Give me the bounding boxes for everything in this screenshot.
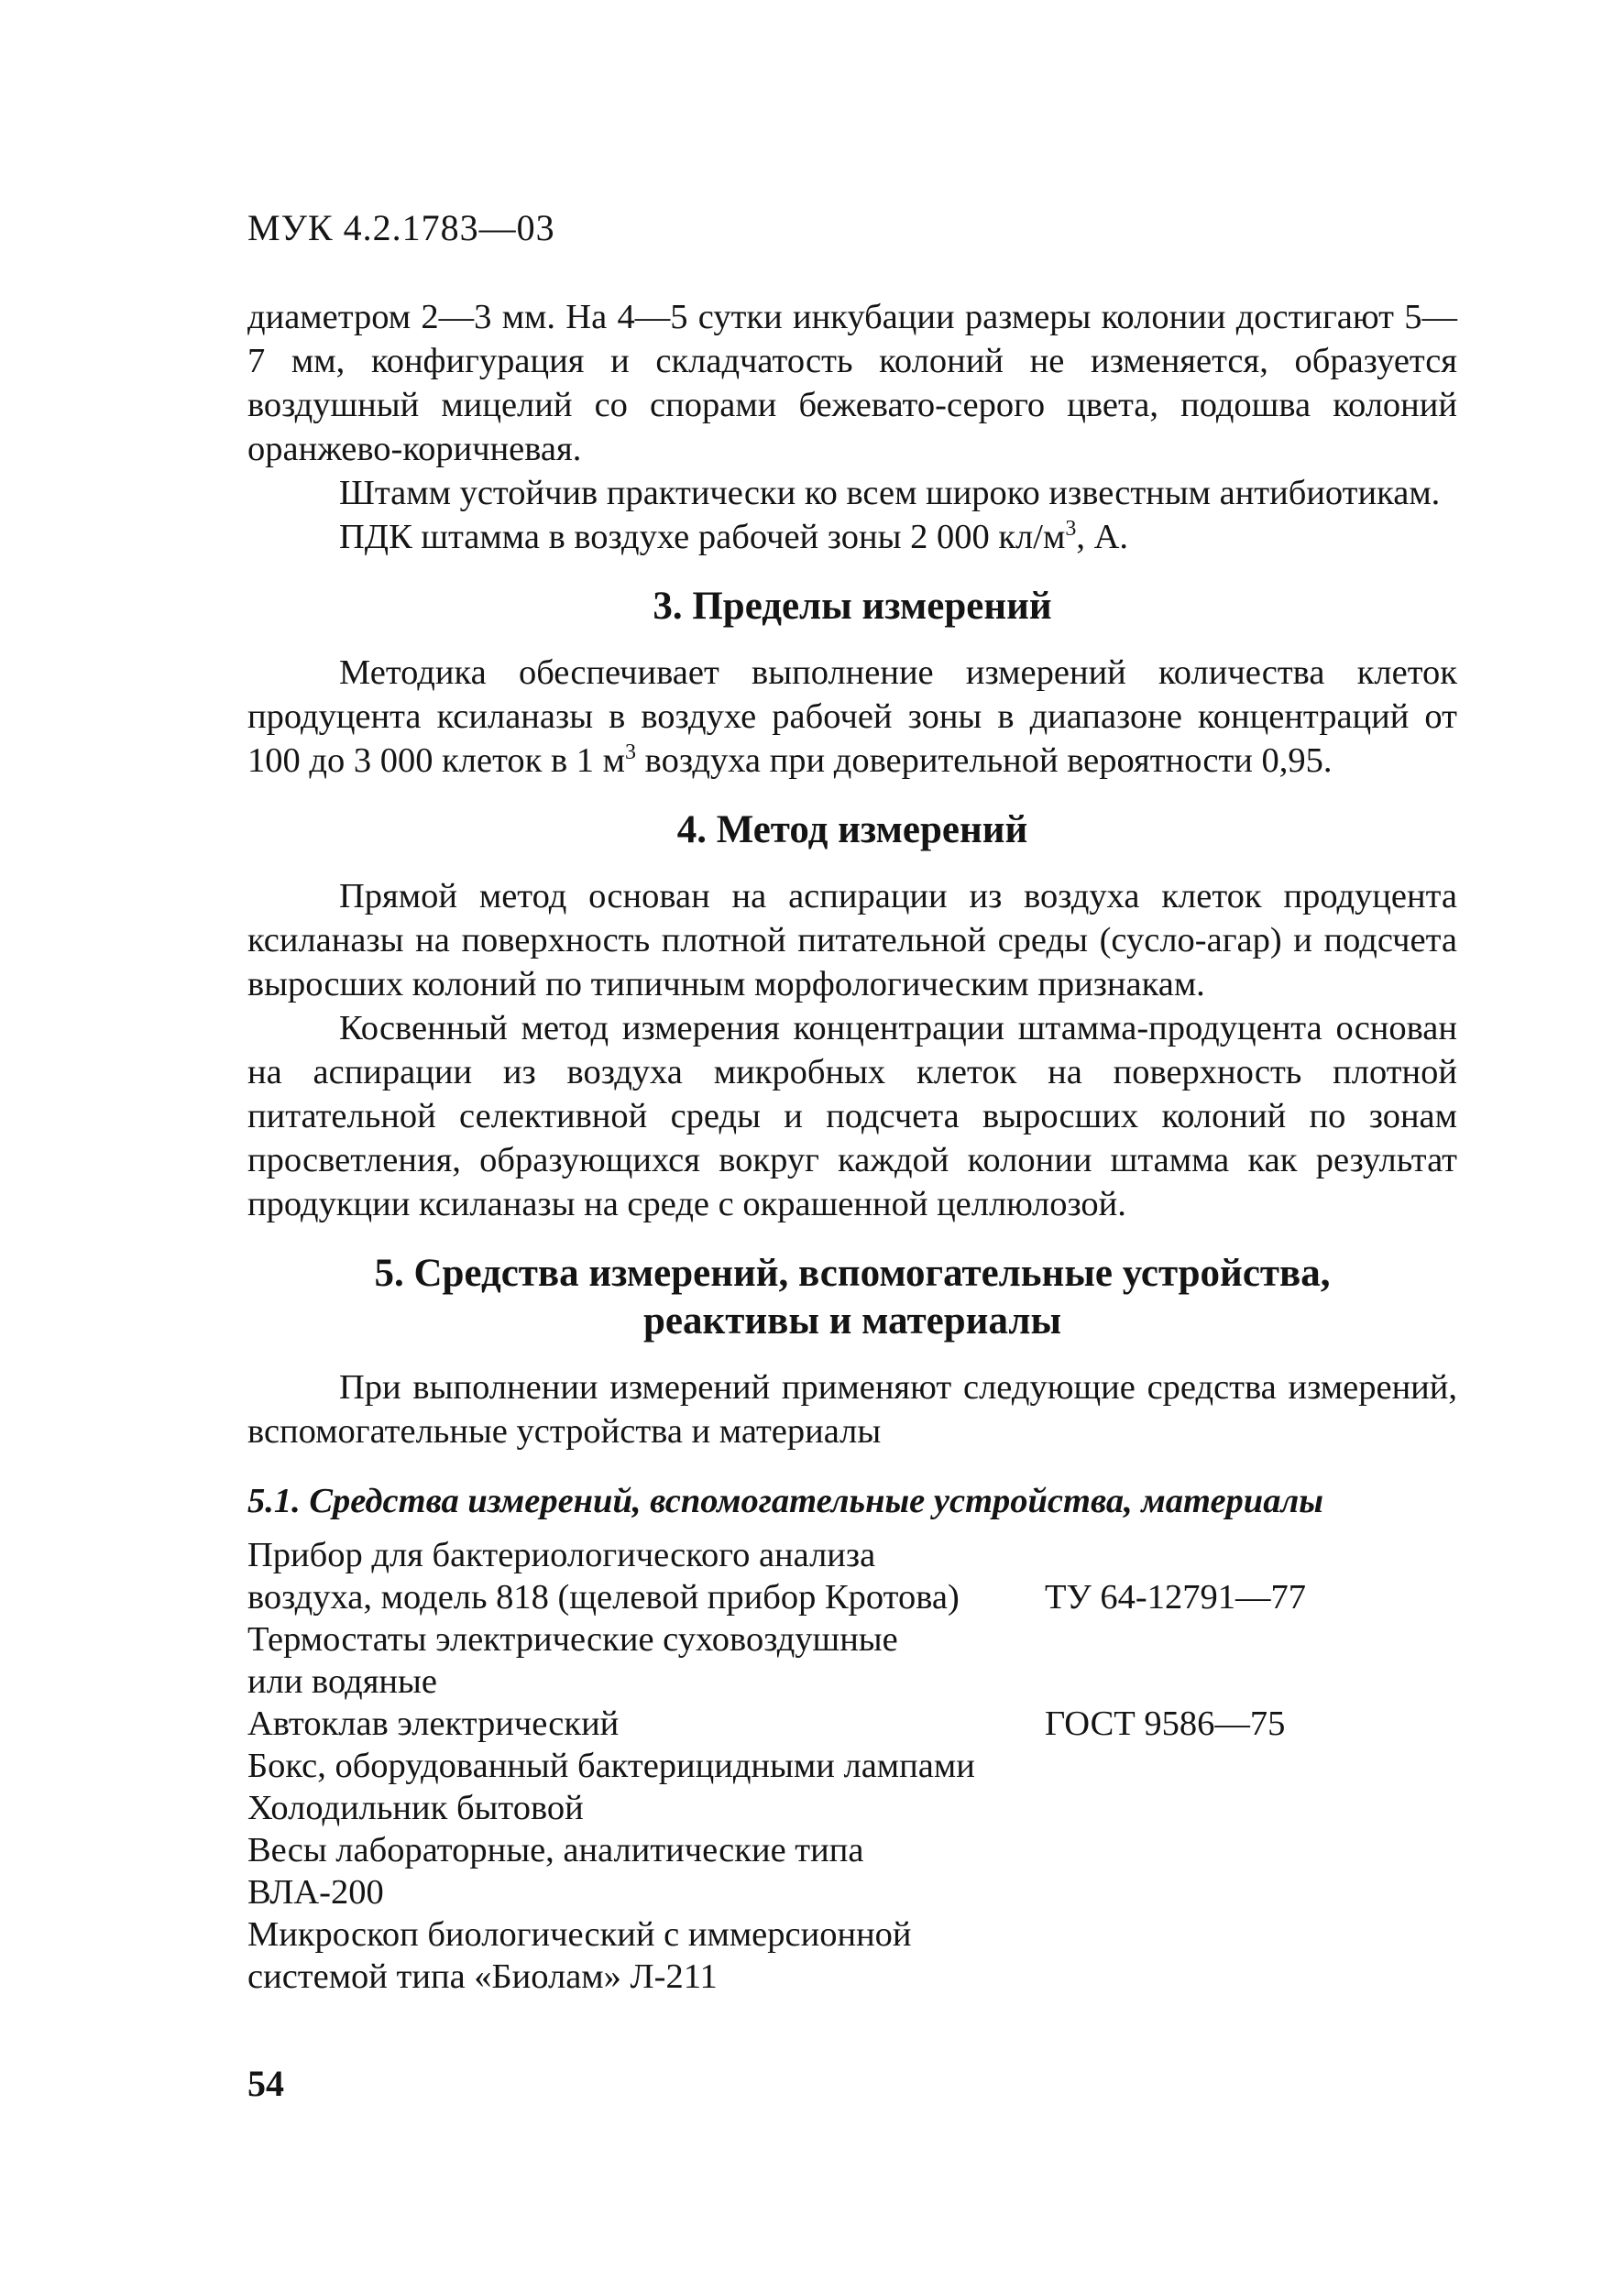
- section-4-title: 4. Метод измерений: [676, 808, 1028, 851]
- equipment-name: Весы лабораторные, аналитические типа: [247, 1831, 864, 1869]
- section-3-title: 3. Пределы измерений: [653, 585, 1052, 628]
- section-3-text-end: воздуха при доверительной вероятности 0,95.: [636, 741, 1333, 780]
- list-item: [247, 1703, 1457, 1745]
- mac-superscript: 3: [1065, 517, 1077, 542]
- equipment-name: ВЛА-200: [247, 1873, 384, 1912]
- equipment-name: Бокс, оборудованный бактерицидными лампами: [247, 1747, 975, 1785]
- section-5-title-line1: 5. Средства измерений, вспомогательные устройства,: [374, 1252, 1331, 1295]
- list-item: [247, 1618, 1457, 1703]
- equipment-name: Микроскоп биологический с иммерсионной: [247, 1915, 912, 1954]
- list-item: [247, 1745, 1457, 1787]
- paragraph-mac-value: [247, 515, 1457, 559]
- paragraph-colony-description: диаметром 2—3 мм. На 4—5 сутки инкубации размеры колонии достигают 5—7 мм, конфигурация и складчатость колоний не изменяется, образуется воздушный мицелий со спорами бежевато-серого цвета, подошва колоний оранжево-коричневая.: [247, 298, 1457, 468]
- document-page: [247, 206, 1457, 1998]
- equipment-name: Автоклав электрический: [247, 1705, 620, 1743]
- section-4-direct-method: Прямой метод основан на аспирации из воздуха клеток продуцента ксиланазы на поверхность плотной питательной среды (сусло-агар) и подсчета выросших колоний по типичным морфологическим признакам.: [247, 877, 1457, 1003]
- list-item: [247, 1829, 1457, 1913]
- equipment-standard: ГОСТ 9586—75: [1045, 1705, 1286, 1743]
- equipment-name: Прибор для бактериологического анализа: [247, 1536, 876, 1574]
- equipment-standard: ТУ 64-12791—77: [1045, 1578, 1306, 1617]
- equipment-name: или водяные: [247, 1662, 437, 1701]
- section-5-title-line2: реактивы и материалы: [642, 1299, 1062, 1343]
- equipment-name: Холодильник бытовой: [247, 1789, 584, 1827]
- mac-text: ПДК штамма в воздухе рабочей зоны 2 000 кл/м: [339, 518, 1066, 556]
- section-3-text-start: Методика обеспечивает выполнение измерений количества клеток продуцента ксиланазы в воздухе рабочей зоны в диапазоне концентраций от 100 до 3 000 клеток в 1 м: [247, 653, 1457, 780]
- list-item: [247, 1787, 1457, 1829]
- section-5-title: [247, 1250, 1457, 1345]
- page-number: 54: [247, 2063, 284, 2104]
- paragraph-antibiotic-resistance: Штамм устойчив практически ко всем широко известным антибиотикам.: [339, 474, 1441, 512]
- mac-text-end: , А.: [1076, 518, 1129, 556]
- equipment-name: воздуха, модель 818 (щелевой прибор Кротова): [247, 1578, 960, 1617]
- section-4-indirect-method: Косвенный метод измерения концентрации штамма-продуцента основан на аспирации из воздуха микробных клеток на поверхность плотной питательной селективной среды и подсчета выросших колоний по зонам просветления, образующихся вокруг каждой колонии штамма как результат продукции ксиланазы на среде с окрашенной целлюлозой.: [247, 1009, 1457, 1223]
- document-code: МУК 4.2.1783—03: [247, 207, 555, 248]
- equipment-name: системой типа «Биолам» Л-211: [247, 1957, 718, 1996]
- list-item: [247, 1534, 1457, 1618]
- equipment-name: Термостаты электрические суховоздушные: [247, 1620, 898, 1659]
- section-3-superscript: 3: [625, 740, 637, 765]
- list-item: [247, 1913, 1457, 1998]
- equipment-list: [247, 1534, 1457, 1998]
- section-5-intro: При выполнении измерений применяют следующие средства измерений, вспомогательные устройства и материалы: [247, 1368, 1457, 1451]
- subsection-5-1-title: 5.1. Средства измерений, вспомогательные устройства, материалы: [247, 1482, 1323, 1520]
- section-3-text: [247, 651, 1457, 783]
